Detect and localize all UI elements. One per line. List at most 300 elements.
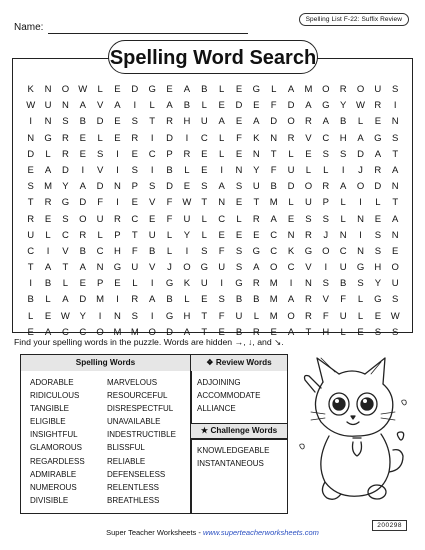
grid-letter: V [322,294,329,306]
word-item: INSIGHTFUL [30,430,78,440]
grid-letter: L [271,84,277,95]
grid-letter: A [218,181,225,193]
grid-letter: V [149,262,156,274]
grid-letter: E [287,213,295,225]
grid-letter: N [218,197,226,209]
grid-letter: T [270,148,277,160]
grid-letter: I [116,164,119,176]
grid-letter: E [201,294,208,306]
grid-letter: U [44,100,52,112]
grid-letter: D [131,84,139,95]
grid-letter: E [218,326,225,338]
grid-letter: S [62,116,69,128]
grid-letter: I [150,310,154,322]
grid-letter: I [150,278,154,290]
grid-letter: G [44,132,52,144]
grid-letter: J [323,229,329,241]
grid-letter: F [322,310,329,322]
grid-letter: N [44,116,52,128]
grid-letter: G [165,310,174,322]
grid-letter: G [148,84,156,95]
grid-letter: R [304,116,312,128]
grid-letter: Y [374,278,382,290]
grid-letter: I [116,148,119,160]
grid-letter: T [62,262,69,274]
grid-letter: R [304,294,312,306]
grid-letter: C [200,132,208,144]
word-item: DIVISIBLE [30,495,69,505]
grid-letter: A [287,84,295,95]
grid-letter: B [235,294,243,306]
grid-letter: A [218,116,225,128]
grid-letter: S [374,326,382,338]
grid-letter: F [218,310,225,322]
grid-letter: N [391,181,399,193]
grid-letter: L [166,229,173,241]
grid-letter: H [322,326,330,338]
grid-letter: A [287,294,295,306]
grid-letter: O [96,326,104,338]
grid-letter: H [114,245,121,257]
grid-letter: S [374,229,382,241]
grid-letter: I [324,262,328,274]
grid-letter: O [356,181,365,193]
word-item: ACCOMMODATE [197,391,261,401]
grid-letter: T [305,326,312,338]
grid-letter: E [392,245,399,257]
star-icon: ★ [200,426,211,435]
grid-letter: D [166,181,173,193]
grid-letter: I [220,164,223,176]
grid-letter: D [27,148,35,160]
grid-letter: A [392,164,399,176]
grid-row [22,114,404,130]
grid-letter: L [340,197,346,209]
grid-letter: I [185,245,189,257]
grid-letter: A [253,262,260,274]
grid-letter: S [235,262,243,274]
grid-letter: G [200,262,208,274]
grid-letter: U [27,229,35,241]
grid-letter: C [148,148,156,160]
grid-letter: F [340,294,347,306]
grid-letter: L [340,326,346,338]
grid-letter: A [287,326,295,338]
grid-letter: C [131,213,139,225]
grid-letter: S [201,245,208,257]
grid-letter: S [131,164,138,176]
grid-letter: W [78,84,88,95]
grid-letter: L [218,84,225,95]
grid-letter: E [235,197,243,209]
grid-letter: L [132,278,138,290]
word-item: ELIGIBLE [30,417,66,427]
grid-letter: N [252,148,260,160]
footer [0,528,425,537]
grid-letter: B [44,278,52,290]
grid-letter: M [113,326,122,338]
grid-row [22,276,404,292]
grid-letter: L [97,132,103,144]
grid-letter: R [166,116,173,128]
grid-letter: E [305,148,312,160]
grid-letter: G [374,294,382,306]
grid-letter: R [374,100,382,112]
grid-letter: A [44,326,52,338]
grid-letter: L [201,229,207,241]
grid-letter: E [79,132,86,144]
grid-letter: F [270,100,277,112]
grid-letter: V [305,132,312,144]
grid-letter: Y [62,181,69,193]
grid-row [22,260,404,276]
grid-letter: T [392,148,399,160]
grid-letter: N [304,278,312,290]
grid-row [22,98,404,114]
grid-letter: A [305,100,312,112]
grid-letter: L [201,100,207,112]
grid-letter: E [201,164,208,176]
grid-letter: A [183,326,191,338]
grid-letter: I [150,132,154,144]
grid-letter: T [253,197,260,209]
grid-letter: U [131,262,139,274]
grid-letter: C [339,245,347,257]
grid-letter: S [131,116,138,128]
grid-letter: Y [183,229,191,241]
grid-letter: L [45,229,51,241]
kitten-illustration [295,352,410,507]
grid-letter: H [183,116,191,128]
grid-letter: I [133,100,137,112]
grid-letter: G [252,245,261,257]
grid-letter: N [357,213,364,225]
word-item: ADORABLE [30,378,74,387]
word-item: ALLIANCE [197,404,236,414]
grid-letter: L [323,164,329,176]
grid-letter: D [270,116,278,128]
grid-letter: I [341,164,345,176]
name-line[interactable] [48,33,248,34]
grid-letter: D [79,197,87,209]
grid-letter: H [339,132,347,144]
grid-letter: F [166,197,173,209]
word-item: ADJOINING [197,378,241,387]
grid-row [22,82,404,98]
grid-letter: K [183,278,191,290]
grid-letter: U [218,262,226,274]
grid-row [22,131,404,147]
word-item: GLAMOROUS [30,443,83,453]
grid-letter: S [218,294,225,306]
grid-letter: C [96,245,104,257]
grid-letter: K [287,245,295,257]
grid-letter: C [27,245,35,257]
list-tag: Spelling List F-22: Suffix Review [299,13,409,26]
word-item: REGARDLESS [30,456,85,466]
challenge-words-heading: ★ Challenge Words [191,424,287,438]
grid-letter: M [130,326,139,338]
grid-letter: E [114,116,121,128]
grid-letter: F [236,132,242,144]
word-item: BLISSFUL [107,443,145,453]
grid-letter: I [98,310,102,322]
grid-letter: B [149,245,156,257]
name-label: Name: [14,22,44,33]
word-item: BREATHLESS [107,495,160,505]
grid-letter: L [218,148,225,160]
grid-letter: I [116,197,119,209]
grid-letter: E [166,84,173,95]
grid-letter: W [356,100,365,112]
worksheet-code: 200298 [372,520,407,531]
grid-letter: S [392,132,399,144]
grid-letter: B [339,278,347,290]
grid-letter: S [235,245,243,257]
grid-letter: E [131,197,138,209]
grid-letter: L [45,294,51,306]
grid-letter: B [27,294,34,306]
grid-letter: T [149,116,156,128]
grid-letter: L [201,213,207,225]
grid-letter: R [44,197,52,209]
grid-letter: N [61,100,69,112]
grid-row [22,179,404,195]
grid-letter: A [166,100,173,112]
grid-letter: E [235,84,243,95]
grid-letter: N [114,310,121,322]
grid-row [22,309,404,325]
word-item: TANGIBLE [30,404,69,414]
grid-letter: K [253,132,260,144]
grid-letter: L [236,213,242,225]
grid-letter: O [61,84,70,95]
grid-letter: E [253,229,260,241]
grid-letter: D [235,100,243,112]
word-item: RELIABLE [107,456,146,466]
grid-letter: V [305,262,312,274]
grid-letter: Y [79,310,86,322]
grid-letter: R [374,164,382,176]
grid-letter: N [391,229,399,241]
grid-letter: G [235,278,243,290]
word-item: DISRESPECTFUL [107,404,174,414]
grid-letter: B [183,100,191,112]
grid-letter: U [200,278,208,290]
grid-letter: H [183,310,191,322]
grid-letter: S [392,84,399,95]
grid-letter: E [218,100,225,112]
grid-letter: G [252,84,261,95]
grid-letter: B [235,326,243,338]
grid-letter: O [356,84,365,95]
grid-letter: L [166,245,173,257]
grid-letter: E [27,326,34,338]
grid-letter: E [201,148,208,160]
grid-letter: E [253,100,260,112]
grid-letter: T [201,197,208,209]
grid-letter: C [61,326,69,338]
grid-letter: A [374,148,382,160]
grid-letter: A [44,262,52,274]
grid-letter: E [235,148,243,160]
grid-letter: O [287,310,295,322]
grid-letter: C [287,262,295,274]
grid-letter: L [253,310,259,322]
grid-letter: I [220,278,223,290]
grid-row [22,244,404,260]
page-title: Spelling Word Search [108,40,318,74]
grid-letter: P [114,229,121,241]
grid-letter: R [252,278,260,290]
grid-letter: P [131,181,138,193]
grid-letter: A [270,213,277,225]
grid-letter: A [79,181,86,193]
grid-letter: L [97,84,103,95]
grid-letter: E [374,116,382,128]
grid-row [22,228,404,244]
grid-letter: W [60,310,70,322]
grid-letter: U [148,229,156,241]
grid-letter: A [79,262,86,274]
grid-letter: F [166,213,173,225]
grid-letter: G [61,197,70,209]
grid-letter: G [165,278,174,290]
grid-letter: C [61,229,69,241]
grid-letter: D [96,181,104,193]
grid-letter: W [26,100,36,112]
grid-letter: L [62,278,69,290]
grid-letter: P [322,197,329,209]
grid-letter: M [304,84,313,95]
grid-letter: A [114,100,121,112]
grid-letter: G [374,132,382,144]
grid-letter: O [304,181,313,193]
grid-letter: S [374,245,382,257]
grid-letter: E [114,278,121,290]
grid-letter: S [322,213,329,225]
grid-letter: L [28,310,34,322]
letter-grid [22,82,404,341]
grid-letter: O [322,84,330,95]
grid-letter: D [287,100,295,112]
grid-letter: R [339,84,347,95]
grid-letter: N [339,229,347,241]
grid-row [22,163,404,179]
grid-letter: L [184,164,190,176]
word-item: UNAVAILABLE [107,417,161,427]
grid-letter: L [45,148,51,160]
grid-letter: T [201,310,208,322]
grid-letter: N [114,181,121,193]
challenge-divider-bottom [190,438,288,440]
grid-letter: N [391,116,399,128]
grid-letter: E [44,310,52,322]
grid-letter: I [393,100,397,112]
grid-letter: U [374,84,382,95]
grid-letter: S [62,213,69,225]
challenge-words-list [197,444,269,470]
grid-letter: L [357,116,364,128]
footer-url-link[interactable]: www.superteacherworksheets.com [202,528,319,537]
word-item: DEFENSELESS [107,469,166,479]
grid-letter: E [374,213,382,225]
grid-letter: O [79,213,87,225]
grid-letter: V [96,164,104,176]
review-words-list [197,376,260,415]
grid-letter: G [322,100,330,112]
grid-letter: C [270,245,278,257]
grid-letter: A [44,164,52,176]
grid-letter: R [183,148,191,160]
grid-letter: V [96,100,104,112]
spelling-words-column-1 [30,376,85,507]
grid-letter: D [374,181,382,193]
grid-letter: P [96,278,104,290]
grid-letter: L [149,100,155,112]
grid-letter: B [339,116,347,128]
grid-letter: F [270,164,277,176]
word-item: INSTANTANEOUS [197,459,264,469]
grid-letter: T [27,262,34,274]
grid-letter: E [114,132,121,144]
grid-letter: H [374,262,382,274]
grid-letter: M [96,294,105,306]
grid-letter: F [97,197,104,209]
grid-letter: A [339,181,347,193]
grid-letter: Y [339,100,347,112]
grid-letter: E [149,213,156,225]
grid-letter: M [269,294,278,306]
grid-letter: I [359,197,362,209]
grid-letter: A [79,100,86,112]
grid-letter: R [252,326,260,338]
grid-letter: C [218,213,226,225]
grid-letter: S [96,148,104,160]
grid-letter: D [357,148,364,160]
grid-letter: R [322,181,330,193]
grid-letter: E [79,148,86,160]
grid-letter: O [287,116,295,128]
grid-letter: D [287,181,295,193]
grid-letter: B [79,245,86,257]
grid-letter: E [27,164,34,176]
grid-letter: R [79,229,87,241]
grid-letter: M [269,278,278,290]
grid-letter: I [185,132,189,144]
grid-letter: E [374,310,382,322]
grid-letter: L [184,294,190,306]
grid-letter: B [201,84,208,95]
review-words-heading: ❖ Review Words [191,355,287,371]
grid-letter: B [166,294,173,306]
word-item: RELENTLESS [107,482,160,492]
grid-letter: B [253,294,260,306]
grid-letter: R [27,213,35,225]
grid-letter: L [357,310,364,322]
grid-letter: R [252,213,260,225]
grid-letter: M [269,197,278,209]
grid-letter: I [289,278,293,290]
grid-letter: S [392,326,399,338]
grid-letter: L [340,213,346,225]
word-item: KNOWLEDGEABLE [197,446,270,455]
grid-letter: A [183,84,191,95]
grid-letter: S [131,310,138,322]
grid-letter: L [288,197,294,209]
spelling-words-heading: Spelling Words [21,355,190,371]
grid-letter: L [305,164,312,176]
